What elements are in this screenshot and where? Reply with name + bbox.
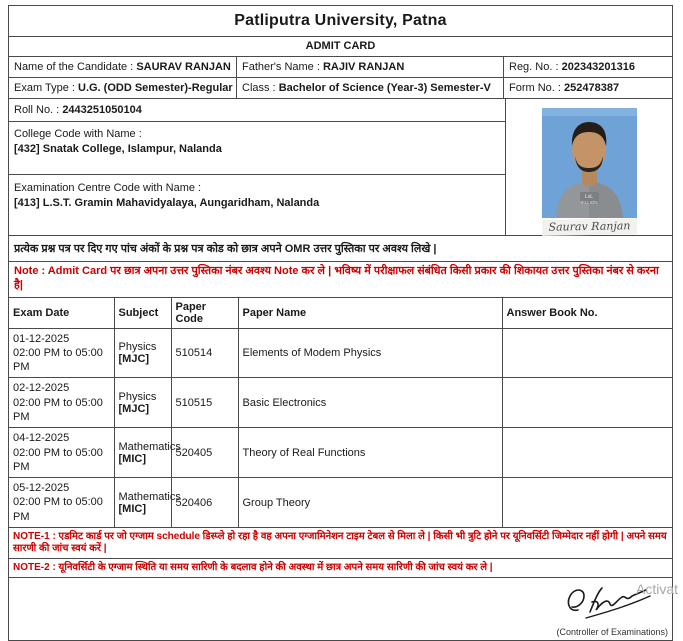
roll-no-label: Roll No. :: [14, 104, 60, 116]
mid-left-column: [9, 99, 506, 235]
class-cell: [237, 78, 504, 99]
candidate-name-cell: [9, 57, 237, 78]
signature-area: [9, 578, 672, 640]
admit-card: [8, 5, 673, 641]
exam-date-cell: [9, 328, 114, 378]
reg-no-cell: [504, 57, 672, 78]
card-subtitle: ADMIT CARD: [9, 37, 672, 57]
subject-name: Physics: [118, 390, 157, 403]
candidate-photo-image: [542, 108, 637, 218]
exam-date: 01-12-2025: [13, 332, 70, 345]
subject-cell: [114, 328, 171, 378]
paper-name-cell: [238, 428, 502, 478]
photo-column: [506, 99, 672, 235]
activate-watermark: Activat: [636, 581, 679, 597]
exam-table-row: [9, 428, 672, 478]
subject-name: Mathematics: [118, 490, 181, 503]
subject-cell: [114, 378, 171, 428]
paper-code: 520406: [175, 496, 213, 509]
controller-of-examinations-label: (Controller of Examinations): [556, 627, 668, 638]
subject-tag: [MIC]: [118, 452, 146, 465]
answer-book-cell: [502, 328, 672, 378]
exam-date-cell: [9, 378, 114, 428]
svg-text:LvL: LvL: [584, 194, 593, 200]
candidate-photo: [542, 108, 637, 218]
paper-code: 510515: [175, 396, 213, 409]
footer-note-1: NOTE-1 : एडमिट कार्ड पर जो एग्जाम schedule डिस्प्ले हो रहा है वह अपना एग्जामिनेशन टाइम टेबल से मिला ले | किसी भी त्रुटि होने पर यूनिवर्सिटी जिम्मेदार नहीं होगी | अपने समय सारणी की जांच स्वयं करें |: [9, 528, 672, 559]
header-paper-code: Paper Code: [171, 298, 238, 329]
footer-note-2: NOTE-2 : यूनिवर्सिटी के एग्जाम स्थिति या समय सारिणी के बदलाव होने की अवस्था में छात्र अपने समय सारिणी की जांच स्वयं कर ले |: [9, 559, 672, 578]
mid-section: [9, 99, 672, 236]
exam-table-row: [9, 478, 672, 528]
exam-date-cell: [9, 428, 114, 478]
paper-code-cell: [171, 478, 238, 528]
candidate-info-grid: [9, 57, 672, 99]
paper-name: Elements of Modem Physics: [242, 346, 382, 359]
subject-cell: [114, 478, 181, 528]
exam-table-body: [9, 328, 672, 528]
reg-no-value: 202343201316: [561, 61, 636, 73]
form-no-value: 252478387: [564, 82, 620, 94]
subject-tag: [MIC]: [118, 502, 146, 515]
page-title: Patliputra University, Patna: [9, 6, 672, 37]
exam-centre-cell: [9, 175, 505, 235]
paper-name: Theory of Real Functions: [242, 446, 366, 459]
exam-type-label: Exam Type :: [14, 82, 75, 94]
roll-no-cell: [9, 99, 505, 122]
answer-book-cell: [502, 378, 672, 428]
paper-code-cell: [171, 328, 238, 378]
exam-type-cell: [9, 78, 237, 99]
footer-notes: [9, 528, 672, 578]
subject-tag: [MJC]: [118, 402, 150, 415]
exam-time: 02:00 PM to 05:00 PM: [13, 446, 103, 473]
exam-time: 02:00 PM to 05:00 PM: [13, 396, 103, 423]
paper-name-cell: [238, 328, 502, 378]
paper-name: Group Theory: [242, 496, 311, 509]
answer-book-cell: [502, 478, 672, 528]
exam-date-cell: [9, 478, 114, 528]
svg-text:BILLION: BILLION: [579, 200, 598, 205]
reg-no-label: Reg. No. :: [509, 61, 559, 73]
paper-name-cell: [238, 478, 502, 528]
header-subject: Subject: [114, 298, 171, 329]
answer-book-cell: [502, 428, 672, 478]
paper-name: Basic Electronics: [242, 396, 327, 409]
header-exam-date: Exam Date: [9, 298, 114, 329]
subject-name: Mathematics: [118, 440, 181, 453]
exam-centre-value: [413] L.S.T. Gramin Mahavidyalaya, Aungaridham, Nalanda: [14, 197, 320, 209]
form-no-label: Form No. :: [509, 82, 561, 94]
father-name-value: RAJIV RANJAN: [322, 61, 405, 73]
exam-centre-label: Examination Centre Code with Name :: [14, 182, 202, 194]
exam-date: 04-12-2025: [13, 432, 70, 445]
exam-table-header-row: [9, 298, 672, 329]
subject-name: Physics: [118, 340, 157, 353]
father-name-label: Father's Name :: [242, 61, 320, 73]
paper-code-cell: [171, 378, 238, 428]
exam-table-row: [9, 378, 672, 428]
exam-time: 02:00 PM to 05:00 PM: [13, 496, 103, 523]
exam-table-row: [9, 328, 672, 378]
header-answer-book: Answer Book No.: [502, 298, 672, 329]
exam-type-value: U.G. (ODD Semester)-Regular: [78, 82, 233, 94]
candidate-name-label: Name of the Candidate :: [14, 61, 134, 73]
subject-cell: [114, 428, 181, 478]
paper-code-cell: [171, 428, 238, 478]
candidate-signature: Saurav Ranjan: [541, 218, 636, 236]
paper-code: 520405: [175, 446, 213, 459]
exam-schedule-table: [9, 298, 672, 529]
college-cell: [9, 122, 505, 175]
father-name-cell: [237, 57, 504, 78]
omr-instruction: प्रत्येक प्रश्न पत्र पर दिए गए पांच अंकों के प्रश्न पत्र कोड को छात्र अपने OMR उत्तर पुस्तिका पर अवश्य लिखे |: [9, 236, 672, 262]
answer-book-note: Note : Admit Card पर छात्र अपना उत्तर पुस्तिका नंबर अवश्य Note कर ले | भविष्य में परीक्षाफल संबंधित किसी प्रकार की शिकायत उत्तर पुस्तिका नंबर से करना है|: [9, 262, 672, 298]
exam-date: 02-12-2025: [13, 382, 70, 395]
subject-tag: [MJC]: [118, 352, 150, 365]
form-no-cell: [504, 78, 672, 99]
paper-name-cell: [238, 378, 502, 428]
roll-no-value: 2443251050104: [62, 104, 142, 116]
header-paper-name: Paper Name: [238, 298, 502, 329]
exam-time: 02:00 PM to 05:00 PM: [13, 346, 103, 374]
class-value: Bachelor of Science (Year-3) Semester-V: [278, 82, 491, 94]
paper-code: 510514: [175, 346, 213, 359]
class-label: Class :: [242, 82, 276, 94]
college-label: College Code with Name :: [14, 128, 142, 140]
exam-date: 05-12-2025: [13, 482, 70, 495]
candidate-name-value: SAURAV RANJAN: [136, 61, 231, 73]
college-value: [432] Snatak College, Islampur, Nalanda: [14, 143, 222, 155]
